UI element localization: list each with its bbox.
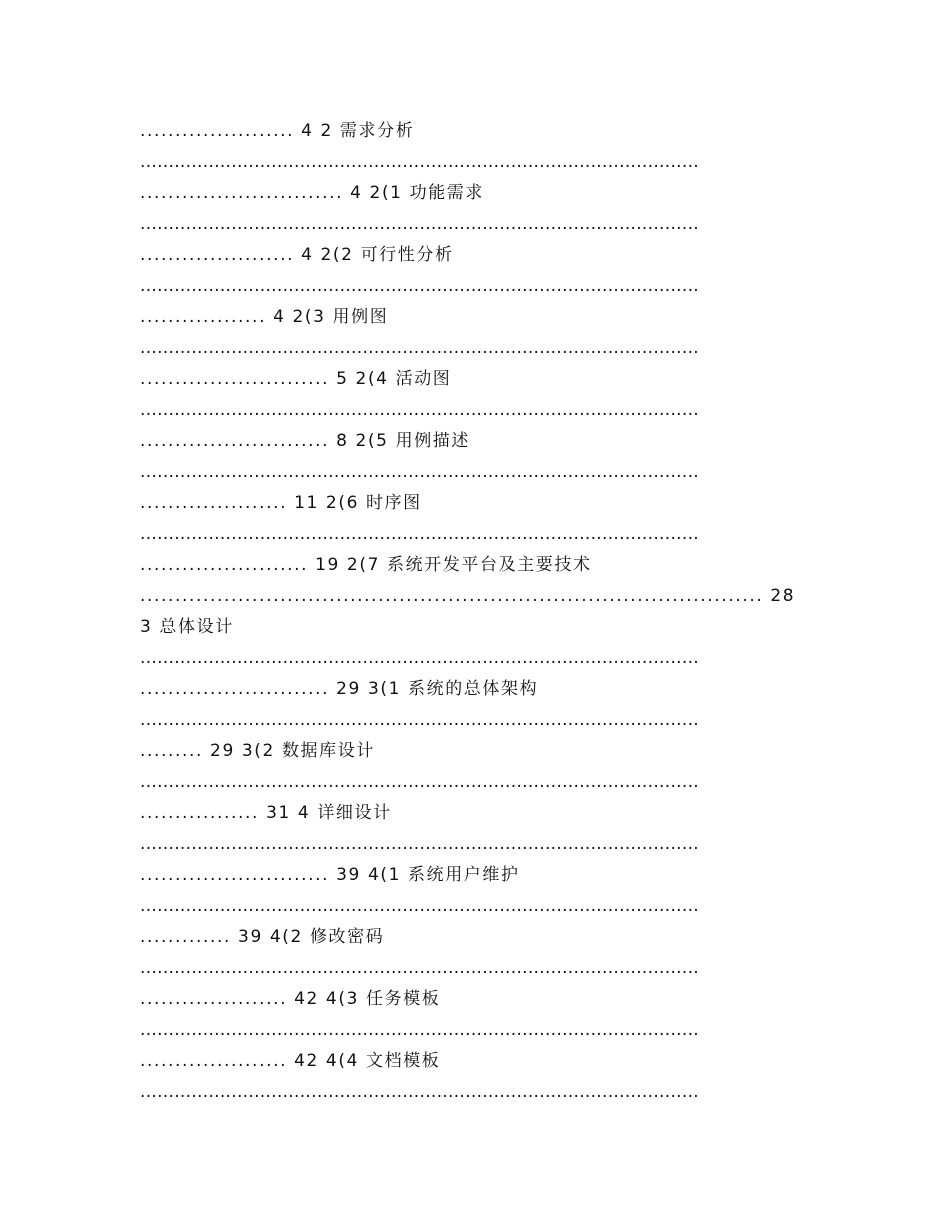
toc-leader-line: .................................................................................................. [140,958,699,978]
toc-leader-line: .................................................................................................. [140,710,699,730]
toc-line: ........................ 19 2(7 系统开发平台及主要技术 [140,555,592,575]
toc-line: ...................... 4 2(2 可行性分析 [140,245,454,265]
toc-line: ..................... 11 2(6 时序图 [140,493,422,513]
toc-line: ................. 31 4 详细设计 [140,803,392,823]
toc-leader-line: .................................................................................................. [140,214,699,234]
table-of-contents [140,116,805,1108]
toc-line: ..................... 42 4(3 任务模板 [140,989,441,1009]
toc-leader-line: .................................................................................................. [140,338,699,358]
toc-leader-line: .................................................................................................. [140,772,699,792]
toc-line: ......... 29 3(2 数据库设计 [140,741,375,761]
toc-line: ........................... 5 2(4 活动图 [140,369,452,389]
toc-leader-line: .................................................................................................. [140,834,699,854]
toc-leader-line: .................................................................................................. [140,524,699,544]
toc-line: ..................... 42 4(4 文档模板 [140,1051,441,1071]
toc-heading-line: 3 总体设计 [140,617,234,637]
toc-leader-line: .................................................................................................. [140,462,699,482]
toc-leader-line: .................................................................................................. [140,400,699,420]
toc-line: ........................... 39 4(1 系统用户维护 [140,865,520,885]
toc-line: ...................... 4 2 需求分析 [140,121,415,141]
toc-leader-line: .................................................................................................. [140,1082,699,1102]
toc-line: .................. 4 2(3 用例图 [140,307,389,327]
toc-leader-line: .................................................................................................. [140,152,699,172]
toc-line: ........................... 8 2(5 用例描述 [140,431,470,451]
toc-leader-line: .................................................................................................. [140,648,699,668]
toc-leader-line: .................................................................................................. [140,1020,699,1040]
toc-line: ............. 39 4(2 修改密码 [140,927,385,947]
toc-leader-line: .................................................................................................. [140,896,699,916]
toc-line: ......................................................................................... 28 [140,586,796,606]
toc-line: ........................... 29 3(1 系统的总体架构 [140,679,539,699]
toc-line: ............................. 4 2(1 功能需求 [140,183,485,203]
toc-leader-line: .................................................................................................. [140,276,699,296]
